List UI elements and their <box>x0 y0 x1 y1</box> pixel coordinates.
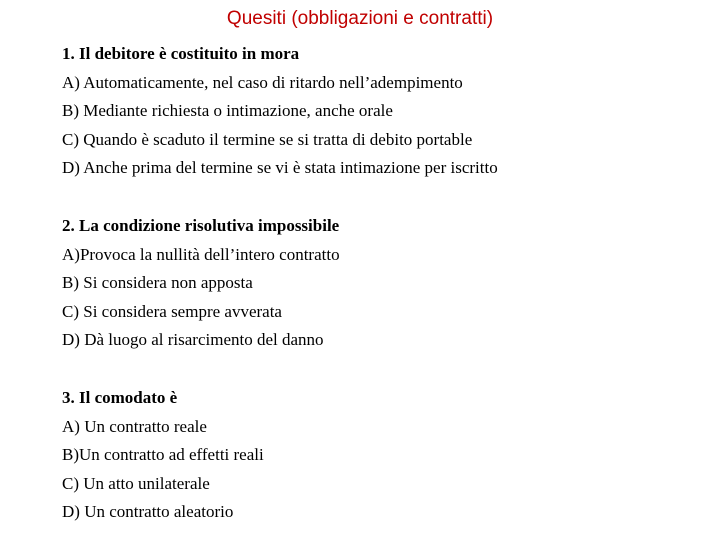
answer-option-b: B) Mediante richiesta o intimazione, anche orale <box>62 101 393 121</box>
question-2 <box>62 212 702 355</box>
answer-option-b: B) Si considera non apposta <box>62 273 253 293</box>
answer-option-c: C) Si considera sempre avverata <box>62 301 282 321</box>
question-1 <box>62 40 702 183</box>
question-title: 3. Il comodato è <box>62 387 178 407</box>
answer-option-c: C) Un atto unilaterale <box>62 473 210 493</box>
question-title: 2. La condizione risolutiva impossibile <box>62 215 340 235</box>
answer-option-a: A) Automaticamente, nel caso di ritardo nell’adempimento <box>62 72 463 92</box>
answer-option-d: D) Dà luogo al risarcimento del danno <box>62 330 324 350</box>
page-title: Quesiti (obbligazioni e contratti) <box>226 8 494 29</box>
question-title: 1. Il debitore è costituito in mora <box>62 44 300 63</box>
question-3 <box>62 384 702 527</box>
answer-option-b: B)Un contratto ad effetti reali <box>62 445 264 465</box>
question-list <box>62 40 702 527</box>
answer-option-a: A)Provoca la nullità dell’intero contratto <box>62 244 340 264</box>
answer-option-a: A) Un contratto reale <box>62 416 207 436</box>
answer-option-d: D) Anche prima del termine se vi è stata intimazione per iscritto <box>62 158 498 178</box>
answer-option-c: C) Quando è scaduto il termine se si tratta di debito portable <box>62 129 473 149</box>
answer-option-d: D) Un contratto aleatorio <box>62 502 234 522</box>
